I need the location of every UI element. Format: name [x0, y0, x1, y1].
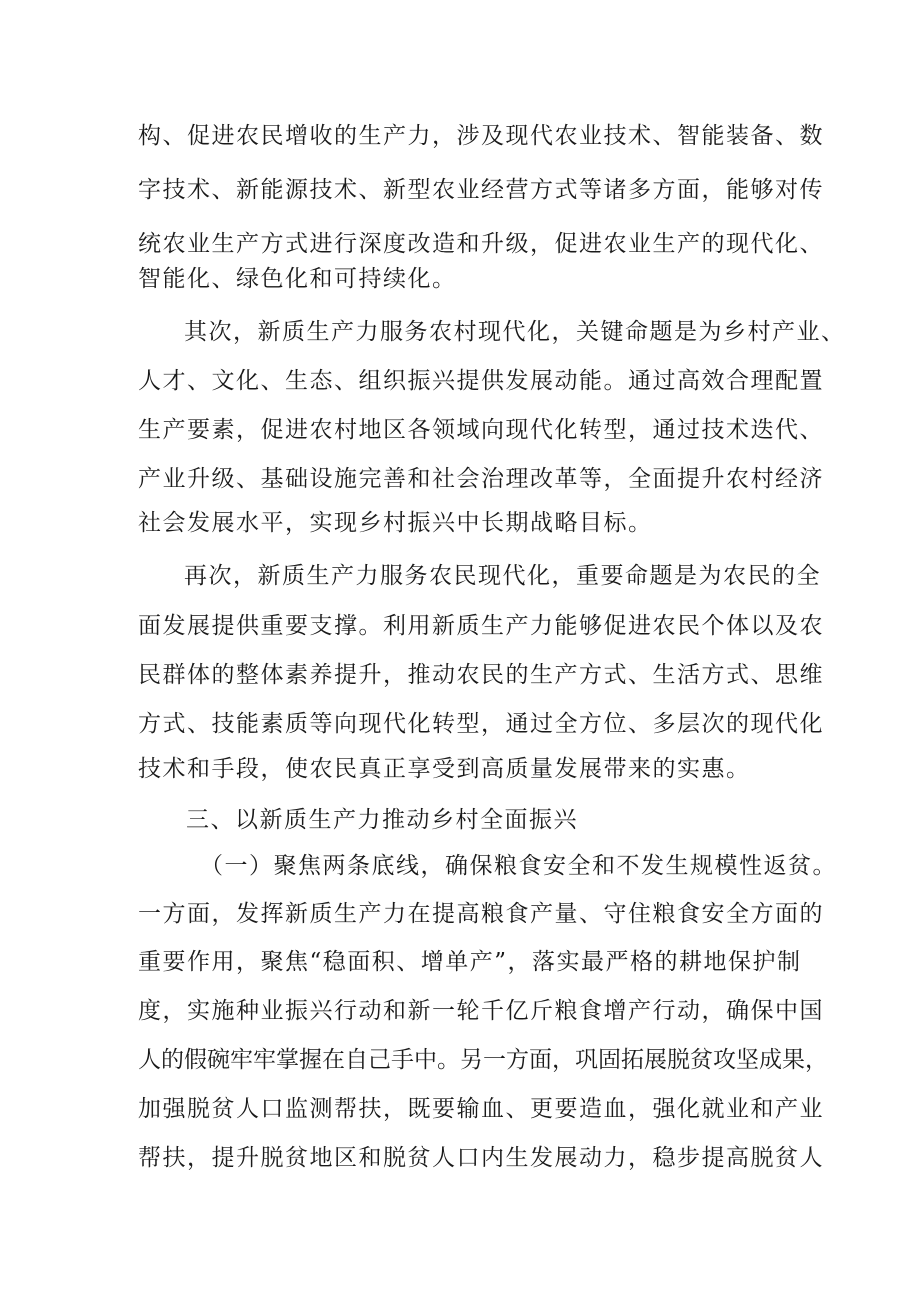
text-line: 重要作用，聚焦“稳面积、增单产”，落实最严格的耕地保护制: [138, 949, 802, 975]
paragraph-first-line: 其次，新质生产力服务农村现代化，关键命题是为乡村产业、: [184, 319, 846, 345]
text-line: 构、促进农民增收的生产力，涉及现代农业技术、智能装备、数: [138, 123, 824, 149]
text-line: 生产要素，促进农村地区各领域向现代化转型，通过技术迭代、: [138, 417, 824, 443]
text-line: 一方面，发挥新质生产力在提高粮食产量、守住粮食安全方面的: [138, 901, 824, 927]
section-heading: 三、以新质生产力推动乡村全面振兴: [186, 807, 578, 833]
text-line: 字技术、新能源技术、新型农业经营方式等诸多方面，能够对传: [138, 177, 824, 203]
text-line: 帮扶，提升脱贫地区和脱贫人口内生发展动力，稳步提高脱贫人: [138, 1145, 824, 1171]
paragraph-end-line: 社会发展水平，实现乡村振兴中长期战略目标。: [138, 510, 653, 536]
text-line: 人才、文化、生态、组织振兴提供发展动能。通过高效合理配置: [138, 368, 824, 394]
text-line: 民群体的整体素养提升，推动农民的生产方式、生活方式、思维: [138, 662, 824, 688]
paragraph-end-line: 智能化、绿色化和可持续化。: [138, 266, 457, 292]
paragraph-first-line: 再次，新质生产力服务农民现代化，重要命题是为农民的全: [184, 563, 821, 589]
text-line: 加强脱贫人口监测帮扶，既要输血、更要造血，强化就业和产业: [138, 1096, 824, 1122]
text-line: 统农业生产方式进行深度改造和升级，促进农业生产的现代化、: [138, 231, 824, 257]
subsection-heading: （一）聚焦两条底线，确保粮食安全和不发生规模性返贫。: [200, 853, 837, 879]
text-line: 度，实施种业振兴行动和新一轮千亿斤粮食增产行动，确保中国: [138, 998, 824, 1024]
text-line: 面发展提供重要支撑。利用新质生产力能够促进农民个体以及农: [138, 613, 824, 639]
text-line: 人的假碗牢牢掌握在自己手中。另一方面，巩固拓展脱贫攻坚成果，: [138, 1047, 828, 1073]
paragraph-end-line: 技术和手段，使农民真正享受到高质量发展带来的实惠。: [138, 756, 751, 782]
text-line: 产业升级、基础设施完善和社会治理改革等，全面提升农村经济: [138, 466, 824, 492]
text-line: 方式、技能素质等向现代化转型，通过全方位、多层次的现代化: [138, 711, 824, 737]
